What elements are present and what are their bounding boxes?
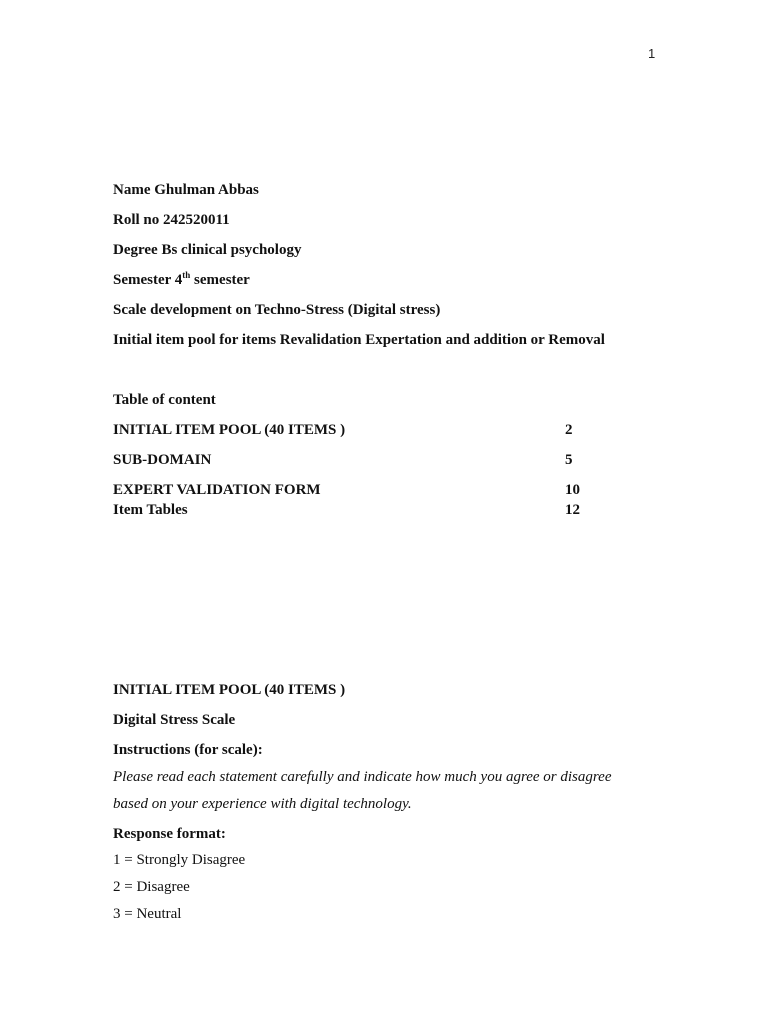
semester-suffix: semester <box>190 272 250 288</box>
response-option: 2 = Disagree <box>113 879 190 895</box>
toc-entry-title: INITIAL ITEM POOL (40 ITEMS ) <box>113 422 346 438</box>
scale-title: Digital Stress Scale <box>113 712 236 728</box>
toc-entry[interactable] <box>113 422 593 439</box>
toc-entry-title: Item Tables <box>113 502 188 518</box>
toc-entry[interactable] <box>113 452 593 469</box>
toc-entry[interactable] <box>113 482 593 499</box>
degree: Degree Bs clinical psychology <box>113 242 302 258</box>
response-format-label: Response format: <box>113 826 226 842</box>
section-heading: INITIAL ITEM POOL (40 ITEMS ) <box>113 682 346 698</box>
toc-entry-title: SUB-DOMAIN <box>113 452 212 468</box>
student-name: Name Ghulman Abbas <box>113 182 259 198</box>
toc-entry-page: 12 <box>565 502 580 518</box>
scale-development-title: Scale development on Techno-Stress (Digital stress) <box>113 302 441 318</box>
semester <box>113 272 250 289</box>
instructions-text: based on your experience with digital technology. <box>113 796 412 812</box>
instructions-text: Please read each statement carefully and indicate how much you agree or disagree <box>113 769 612 785</box>
toc-entry-page: 10 <box>565 482 580 498</box>
toc-entry-title: EXPERT VALIDATION FORM <box>113 482 321 498</box>
page-number: 1 <box>648 46 656 61</box>
semester-prefix: Semester 4 <box>113 272 183 288</box>
response-option: 1 = Strongly Disagree <box>113 852 246 868</box>
toc-entry[interactable] <box>113 502 593 519</box>
response-option: 3 = Neutral <box>113 906 182 922</box>
semester-superscript: th <box>182 270 191 280</box>
toc-heading: Table of content <box>113 392 216 408</box>
instructions-label: Instructions (for scale): <box>113 742 263 758</box>
item-pool-note: Initial item pool for items Revalidation Expertation and addition or Removal <box>113 332 605 348</box>
toc-entry-page: 5 <box>565 452 573 468</box>
toc-entry-page: 2 <box>565 422 573 438</box>
roll-number: Roll no 242520011 <box>113 212 230 228</box>
